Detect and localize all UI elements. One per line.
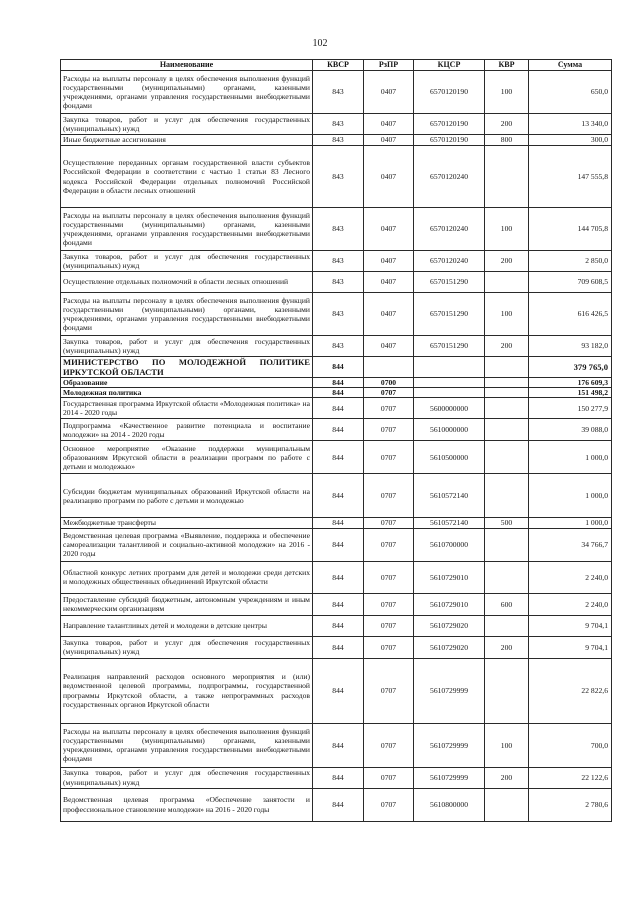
col-header-kvsr: КВСР xyxy=(313,60,364,71)
row-sum: 2 850,0 xyxy=(529,251,612,272)
table-row xyxy=(61,378,612,388)
row-kcsr: 5610729999 xyxy=(414,658,485,723)
row-name: Осуществление переданных органам государственной власти субъектов Российской Федерации в соответствии с частью 1 статьи 83 Лесного кодекса Российской Федерации отдельных полномочий Российской Федерации в области лесных отношений xyxy=(61,146,313,208)
row-rzpr: 0707 xyxy=(364,398,414,419)
table-row xyxy=(61,474,612,518)
row-kcsr: 6570151290 xyxy=(414,272,485,293)
table-row xyxy=(61,208,612,251)
row-rzpr: 0707 xyxy=(364,474,414,518)
row-kvr xyxy=(485,528,529,561)
row-rzpr: 0407 xyxy=(364,146,414,208)
row-kvsr: 843 xyxy=(313,293,364,336)
table-row xyxy=(61,146,612,208)
row-kvsr: 843 xyxy=(313,146,364,208)
row-name: Расходы на выплаты персоналу в целях обеспечения выполнения функций государственными (муниципальными) органами, казенными учреждениями, органами управления государственными внебюджетными фондами xyxy=(61,293,313,336)
row-sum: 93 182,0 xyxy=(529,336,612,357)
row-sum: 379 765,0 xyxy=(529,357,612,378)
row-name: Государственная программа Иркутской области «Молодежная политика» на 2014 - 2020 годы xyxy=(61,398,313,419)
row-kcsr: 5610572140 xyxy=(414,474,485,518)
row-kvsr: 844 xyxy=(313,388,364,398)
row-rzpr: 0407 xyxy=(364,272,414,293)
table-row xyxy=(61,441,612,474)
row-kvr: 100 xyxy=(485,71,529,114)
row-kvsr: 844 xyxy=(313,474,364,518)
row-kvr: 100 xyxy=(485,293,529,336)
table-row xyxy=(61,788,612,821)
row-kvsr: 844 xyxy=(313,518,364,528)
table-row xyxy=(61,658,612,723)
row-name: Закупка товаров, работ и услуг для обеспечения государственных (муниципальных) нужд xyxy=(61,251,313,272)
row-kvsr: 844 xyxy=(313,528,364,561)
row-kvsr: 844 xyxy=(313,658,364,723)
row-rzpr: 0700 xyxy=(364,378,414,388)
row-name: Областной конкурс летних программ для детей и молодежи среди детских и молодежных общественных объединений Иркутской области xyxy=(61,561,313,593)
row-rzpr: 0707 xyxy=(364,658,414,723)
row-kcsr: 6570151290 xyxy=(414,336,485,357)
row-name: Иные бюджетные ассигнования xyxy=(61,135,313,146)
page-number: 102 xyxy=(312,38,328,49)
row-sum: 1 000,0 xyxy=(529,441,612,474)
row-kvsr: 843 xyxy=(313,251,364,272)
budget-table xyxy=(60,59,612,822)
row-kvr: 200 xyxy=(485,767,529,788)
row-kvr xyxy=(485,357,529,378)
row-kvr xyxy=(485,398,529,419)
row-rzpr: 0407 xyxy=(364,71,414,114)
row-kcsr: 5610500000 xyxy=(414,441,485,474)
row-sum: 34 766,7 xyxy=(529,528,612,561)
row-kcsr: 6570151290 xyxy=(414,293,485,336)
row-name: Осуществление отдельных полномочий в области лесных отношений xyxy=(61,272,313,293)
row-rzpr: 0707 xyxy=(364,723,414,767)
row-name: Расходы на выплаты персоналу в целях обеспечения выполнения функций государственными (муниципальными) органами, казенными учреждениями, органами управления государственными внебюджетными фондами xyxy=(61,208,313,251)
row-kcsr: 6570120240 xyxy=(414,146,485,208)
row-name: Расходы на выплаты персоналу в целях обеспечения выполнения функций государственными (муниципальными) органами, казенными учреждениями, органами управления государственными внебюджетными фондами xyxy=(61,71,313,114)
row-kcsr: 5610700000 xyxy=(414,528,485,561)
row-kcsr: 5610729999 xyxy=(414,723,485,767)
row-sum: 13 340,0 xyxy=(529,114,612,135)
table-row xyxy=(61,251,612,272)
row-rzpr: 0707 xyxy=(364,593,414,615)
row-kcsr: 5610572140 xyxy=(414,518,485,528)
table-row xyxy=(61,336,612,357)
row-rzpr: 0407 xyxy=(364,336,414,357)
row-sum: 2 780,6 xyxy=(529,788,612,821)
row-kvr: 500 xyxy=(485,518,529,528)
row-name: Закупка товаров, работ и услуг для обеспечения государственных (муниципальных) нужд xyxy=(61,636,313,658)
row-rzpr: 0407 xyxy=(364,135,414,146)
row-name: Молодежная политика xyxy=(61,388,313,398)
row-sum: 144 705,8 xyxy=(529,208,612,251)
row-sum: 2 240,0 xyxy=(529,561,612,593)
table-row xyxy=(61,518,612,528)
row-sum: 709 608,5 xyxy=(529,272,612,293)
col-header-kvr: КВР xyxy=(485,60,529,71)
row-kcsr: 6570120190 xyxy=(414,71,485,114)
row-kvsr: 843 xyxy=(313,336,364,357)
row-kvsr: 844 xyxy=(313,788,364,821)
row-sum: 1 000,0 xyxy=(529,518,612,528)
table-row xyxy=(61,636,612,658)
row-kvsr: 844 xyxy=(313,398,364,419)
row-rzpr: 0707 xyxy=(364,636,414,658)
row-rzpr: 0707 xyxy=(364,388,414,398)
row-name: Реализация направлений расходов основного мероприятия и (или) ведомственной целевой программы, подпрограммы, государственной программы Иркутской области, а также непрограммных расходов государственных органов Иркутской области xyxy=(61,658,313,723)
row-kvr xyxy=(485,272,529,293)
row-kcsr: 5610729010 xyxy=(414,593,485,615)
table-row xyxy=(61,135,612,146)
row-rzpr: 0407 xyxy=(364,208,414,251)
table-body xyxy=(61,71,612,822)
row-name: Направление талантливых детей и молодежи в детские центры xyxy=(61,615,313,636)
table-row xyxy=(61,388,612,398)
row-rzpr: 0707 xyxy=(364,788,414,821)
row-name: Субсидии бюджетам муниципальных образований Иркутской области на реализацию программ по работе с детьми и молодежью xyxy=(61,474,313,518)
row-kvr: 100 xyxy=(485,208,529,251)
row-kcsr: 6570120190 xyxy=(414,114,485,135)
col-header-kcsr: КЦСР xyxy=(414,60,485,71)
row-rzpr: 0407 xyxy=(364,114,414,135)
row-sum: 22 822,6 xyxy=(529,658,612,723)
row-sum: 1 000,0 xyxy=(529,474,612,518)
row-kvsr: 844 xyxy=(313,441,364,474)
row-sum: 22 122,6 xyxy=(529,767,612,788)
row-kvr xyxy=(485,146,529,208)
table-row xyxy=(61,615,612,636)
table-row xyxy=(61,561,612,593)
row-sum: 2 240,0 xyxy=(529,593,612,615)
table-row xyxy=(61,357,612,378)
row-kvsr: 844 xyxy=(313,378,364,388)
row-sum: 9 704,1 xyxy=(529,615,612,636)
row-kvsr: 843 xyxy=(313,114,364,135)
row-kvsr: 843 xyxy=(313,135,364,146)
row-kvr xyxy=(485,615,529,636)
row-name: Закупка товаров, работ и услуг для обеспечения государственных (муниципальных) нужд xyxy=(61,336,313,357)
table-row xyxy=(61,528,612,561)
row-name: Межбюджетные трансферты xyxy=(61,518,313,528)
row-name: Ведомственная целевая программа «Выявление, поддержка и обеспечение самореализации талантливой и социально-активной молодежи» на 2016 - 2020 годы xyxy=(61,528,313,561)
row-kcsr: 5610729020 xyxy=(414,636,485,658)
row-rzpr: 0707 xyxy=(364,441,414,474)
row-sum: 9 704,1 xyxy=(529,636,612,658)
row-kvsr: 844 xyxy=(313,636,364,658)
row-kvsr: 844 xyxy=(313,615,364,636)
row-kcsr: 5600000000 xyxy=(414,398,485,419)
row-sum: 39 088,0 xyxy=(529,419,612,441)
row-rzpr: 0707 xyxy=(364,528,414,561)
table-row xyxy=(61,723,612,767)
row-name: Предоставление субсидий бюджетным, автономным учреждениям и иным некоммерческим организациям xyxy=(61,593,313,615)
row-kcsr: 6570120240 xyxy=(414,251,485,272)
row-sum: 150 277,9 xyxy=(529,398,612,419)
row-kvr: 200 xyxy=(485,636,529,658)
row-sum: 616 426,5 xyxy=(529,293,612,336)
row-kvr xyxy=(485,419,529,441)
row-kvr xyxy=(485,378,529,388)
row-sum: 700,0 xyxy=(529,723,612,767)
row-rzpr: 0707 xyxy=(364,767,414,788)
table-row xyxy=(61,398,612,419)
row-kvr: 600 xyxy=(485,593,529,615)
row-name: Основное мероприятие «Оказание поддержки муниципальным образованиям Иркутской области в реализации программ по работе с детьми и молодежью» xyxy=(61,441,313,474)
table-row xyxy=(61,114,612,135)
table-row xyxy=(61,419,612,441)
row-rzpr: 0407 xyxy=(364,293,414,336)
row-name: Образование xyxy=(61,378,313,388)
row-name: Подпрограмма «Качественное развитие потенциала и воспитание молодежи» на 2014 - 2020 годы xyxy=(61,419,313,441)
row-sum: 147 555,8 xyxy=(529,146,612,208)
row-kvsr: 843 xyxy=(313,71,364,114)
table-row xyxy=(61,71,612,114)
row-kcsr xyxy=(414,388,485,398)
table-row xyxy=(61,293,612,336)
row-sum: 300,0 xyxy=(529,135,612,146)
row-kcsr xyxy=(414,357,485,378)
row-rzpr xyxy=(364,357,414,378)
row-kcsr: 5610729020 xyxy=(414,615,485,636)
row-name: Расходы на выплаты персоналу в целях обеспечения выполнения функций государственными (муниципальными) органами, казенными учреждениями, органами управления государственными внебюджетными фондами xyxy=(61,723,313,767)
row-kvr xyxy=(485,441,529,474)
row-name: Закупка товаров, работ и услуг для обеспечения государственных (муниципальных) нужд xyxy=(61,114,313,135)
row-kcsr xyxy=(414,378,485,388)
row-kvsr: 844 xyxy=(313,419,364,441)
row-name: Закупка товаров, работ и услуг для обеспечения государственных (муниципальных) нужд xyxy=(61,767,313,788)
col-header-rzpr: РзПР xyxy=(364,60,414,71)
row-kvr xyxy=(485,658,529,723)
row-kvr: 200 xyxy=(485,114,529,135)
table-row xyxy=(61,767,612,788)
row-name: МИНИСТЕРСТВО ПО МОЛОДЕЖНОЙ ПОЛИТИКЕ ИРКУТСКОЙ ОБЛАСТИ xyxy=(61,357,313,378)
row-sum: 650,0 xyxy=(529,71,612,114)
row-kvr xyxy=(485,388,529,398)
row-kvsr: 844 xyxy=(313,723,364,767)
row-sum: 151 498,2 xyxy=(529,388,612,398)
row-rzpr: 0707 xyxy=(364,615,414,636)
row-rzpr: 0707 xyxy=(364,419,414,441)
row-kvr: 200 xyxy=(485,251,529,272)
row-name: Ведомственная целевая программа «Обеспечение занятости и профессиональное становление молодежи» на 2016 - 2020 годы xyxy=(61,788,313,821)
row-kcsr: 5610000000 xyxy=(414,419,485,441)
table-row xyxy=(61,272,612,293)
row-kcsr: 5610729010 xyxy=(414,561,485,593)
row-kcsr: 5610800000 xyxy=(414,788,485,821)
col-header-name: Наименование xyxy=(61,60,313,71)
row-rzpr: 0707 xyxy=(364,518,414,528)
row-kcsr: 5610729999 xyxy=(414,767,485,788)
row-kcsr: 6570120240 xyxy=(414,208,485,251)
row-kvr xyxy=(485,474,529,518)
row-kvr xyxy=(485,788,529,821)
row-kvsr: 843 xyxy=(313,272,364,293)
row-kvsr: 844 xyxy=(313,767,364,788)
row-kvr: 100 xyxy=(485,723,529,767)
row-kcsr: 6570120190 xyxy=(414,135,485,146)
row-sum: 176 609,3 xyxy=(529,378,612,388)
row-kvsr: 844 xyxy=(313,561,364,593)
row-kvsr: 844 xyxy=(313,593,364,615)
row-kvsr: 844 xyxy=(313,357,364,378)
row-kvr: 200 xyxy=(485,336,529,357)
row-rzpr: 0707 xyxy=(364,561,414,593)
table-header-row xyxy=(61,60,612,71)
col-header-sum: Сумма xyxy=(529,60,612,71)
row-rzpr: 0407 xyxy=(364,251,414,272)
row-kvsr: 843 xyxy=(313,208,364,251)
row-kvr: 800 xyxy=(485,135,529,146)
row-kvr xyxy=(485,561,529,593)
table-row xyxy=(61,593,612,615)
